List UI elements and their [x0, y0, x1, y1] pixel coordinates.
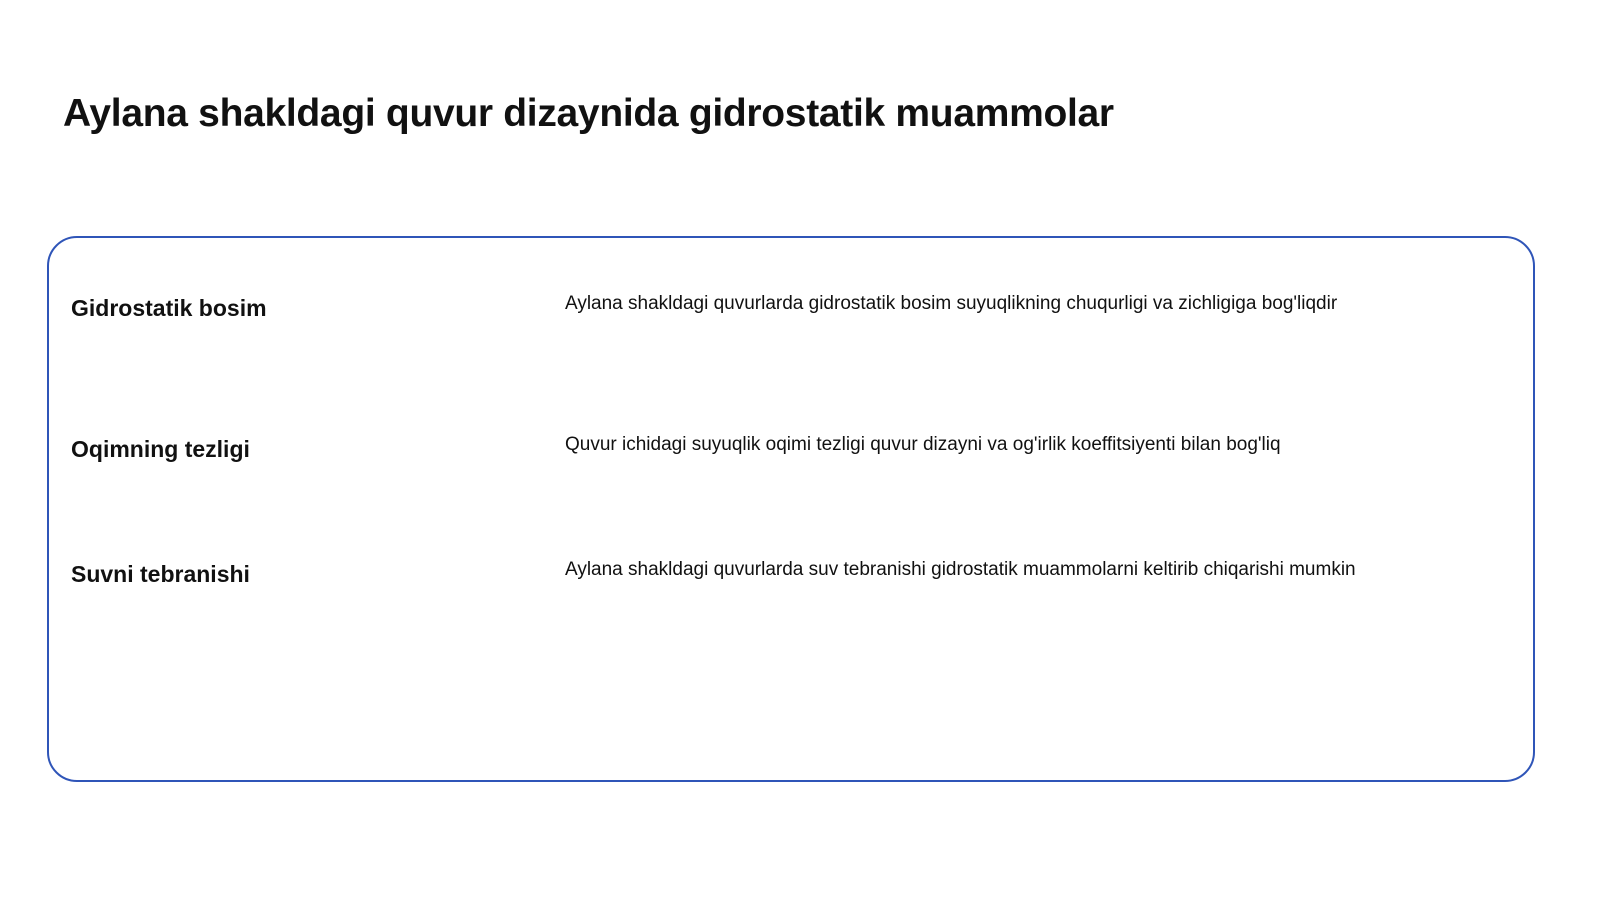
row-description: Quvur ichidagi suyuqlik oqimi tezligi quvur dizayni va og'irlik koeffitsiyenti bilan bog'liq [565, 434, 1281, 455]
row-label: Oqimning tezligi [71, 436, 250, 462]
row-label: Suvni tebranishi [71, 561, 250, 587]
slide-title: Aylana shakldagi quvur dizaynida gidrostatik muammolar [63, 92, 1114, 135]
row-description: Aylana shakldagi quvurlarda gidrostatik bosim suyuqlikning chuqurligi va zichligiga bog'liqdir [565, 293, 1338, 314]
content-panel [47, 236, 1535, 782]
row-description: Aylana shakldagi quvurlarda suv tebranishi gidrostatik muammolarni keltirib chiqarishi mumkin [565, 559, 1356, 580]
row-label: Gidrostatik bosim [71, 295, 267, 321]
